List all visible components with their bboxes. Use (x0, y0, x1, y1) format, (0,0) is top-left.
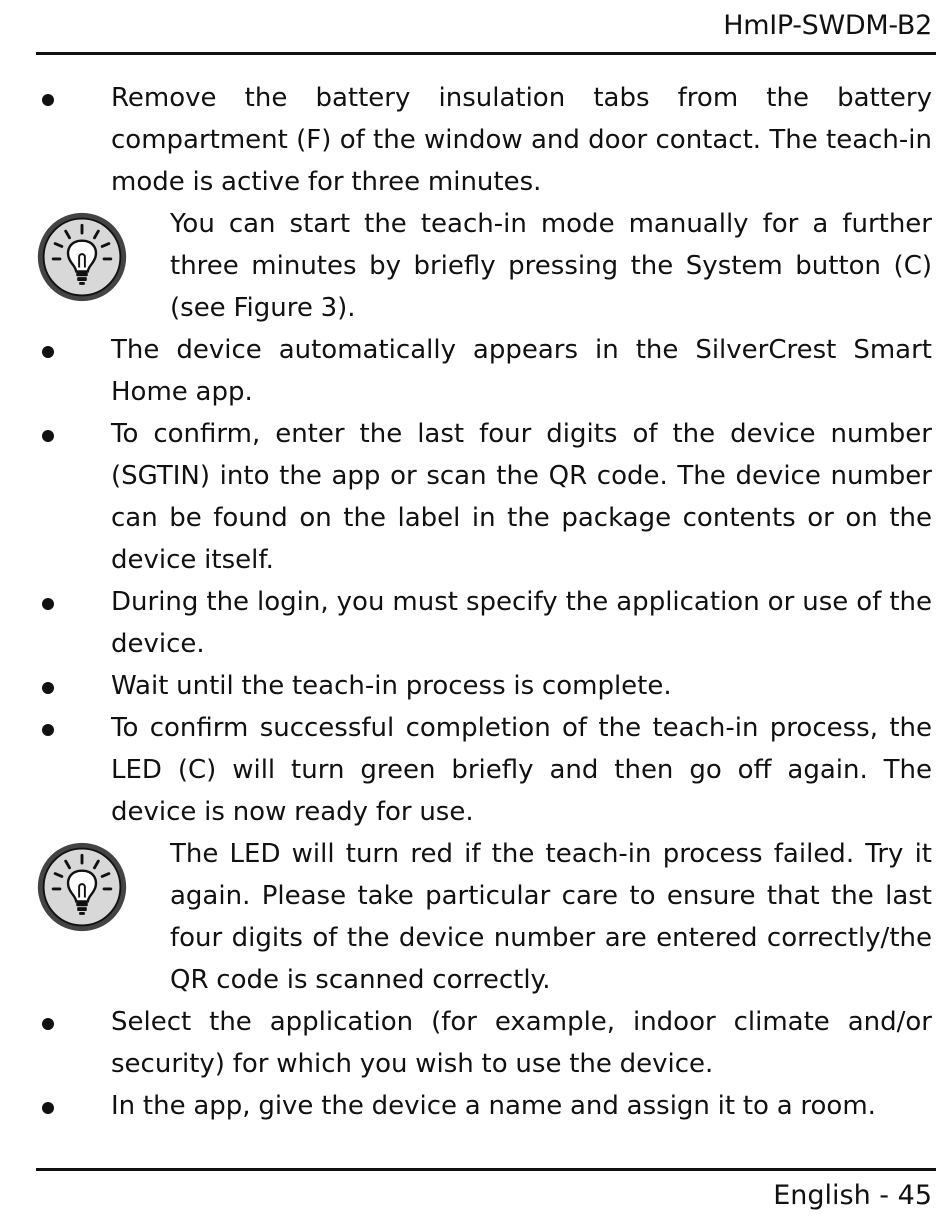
list-item-text: During the login, you must specify the application or use of the device. (111, 587, 932, 659)
list-item (0, 413, 950, 581)
page-footer (773, 1180, 932, 1211)
tip-text: You can start the teach-in mode manually for a further three minutes by briefly pressing the System button (C) (see Figure 3). (170, 209, 932, 323)
list-item (0, 329, 950, 413)
list-item (0, 665, 950, 707)
bullet-icon (42, 724, 54, 736)
lightbulb-tip-icon (34, 839, 130, 935)
bullet-icon (42, 346, 54, 358)
list-item-text: Wait until the teach-in process is complete. (111, 671, 672, 701)
header-divider (36, 52, 936, 55)
list-item (0, 581, 950, 665)
lightbulb-tip-icon (34, 209, 130, 305)
page-header-model: HmIP-SWDM-B2 (723, 10, 932, 41)
bullet-icon (42, 1102, 54, 1114)
bullet-icon (42, 1018, 54, 1030)
list-item (0, 1085, 950, 1127)
footer-language: English (773, 1180, 871, 1211)
bullet-icon (42, 682, 54, 694)
list-item (0, 707, 950, 833)
page-number: 45 (897, 1180, 932, 1211)
bullet-icon (42, 94, 54, 106)
tip-text: The LED will turn red if the teach-in process failed. Try it again. Please take particular care to ensure that the last four digits of the device number are entered correctly/the QR code is scanned correctly. (170, 839, 932, 995)
bullet-icon (42, 430, 54, 442)
tip-note (0, 833, 950, 1001)
instruction-list (0, 77, 950, 1127)
list-item-text: To confirm, enter the last four digits of the device number (SGTIN) into the app or scan the QR code. The device number can be found on the label in the package contents or on the device itself. (111, 419, 932, 575)
bullet-icon (42, 598, 54, 610)
footer-separator: - (870, 1180, 898, 1211)
list-item-text: Select the application (for example, indoor climate and/or security) for which you wish to use the device. (111, 1007, 932, 1079)
tip-note (0, 203, 950, 329)
list-item (0, 77, 950, 203)
list-item-text: The device automatically appears in the SilverCrest Smart Home app. (111, 335, 932, 407)
list-item-text: Remove the battery insulation tabs from the battery compartment (F) of the window and door contact. The teach-in mode is active for three minutes. (111, 83, 932, 197)
list-item (0, 1001, 950, 1085)
list-item-text: To confirm successful completion of the teach-in process, the LED (C) will turn green briefly and then go off again. The device is now ready for use. (111, 713, 932, 827)
footer-divider (36, 1168, 936, 1171)
list-item-text: In the app, give the device a name and assign it to a room. (111, 1091, 876, 1121)
